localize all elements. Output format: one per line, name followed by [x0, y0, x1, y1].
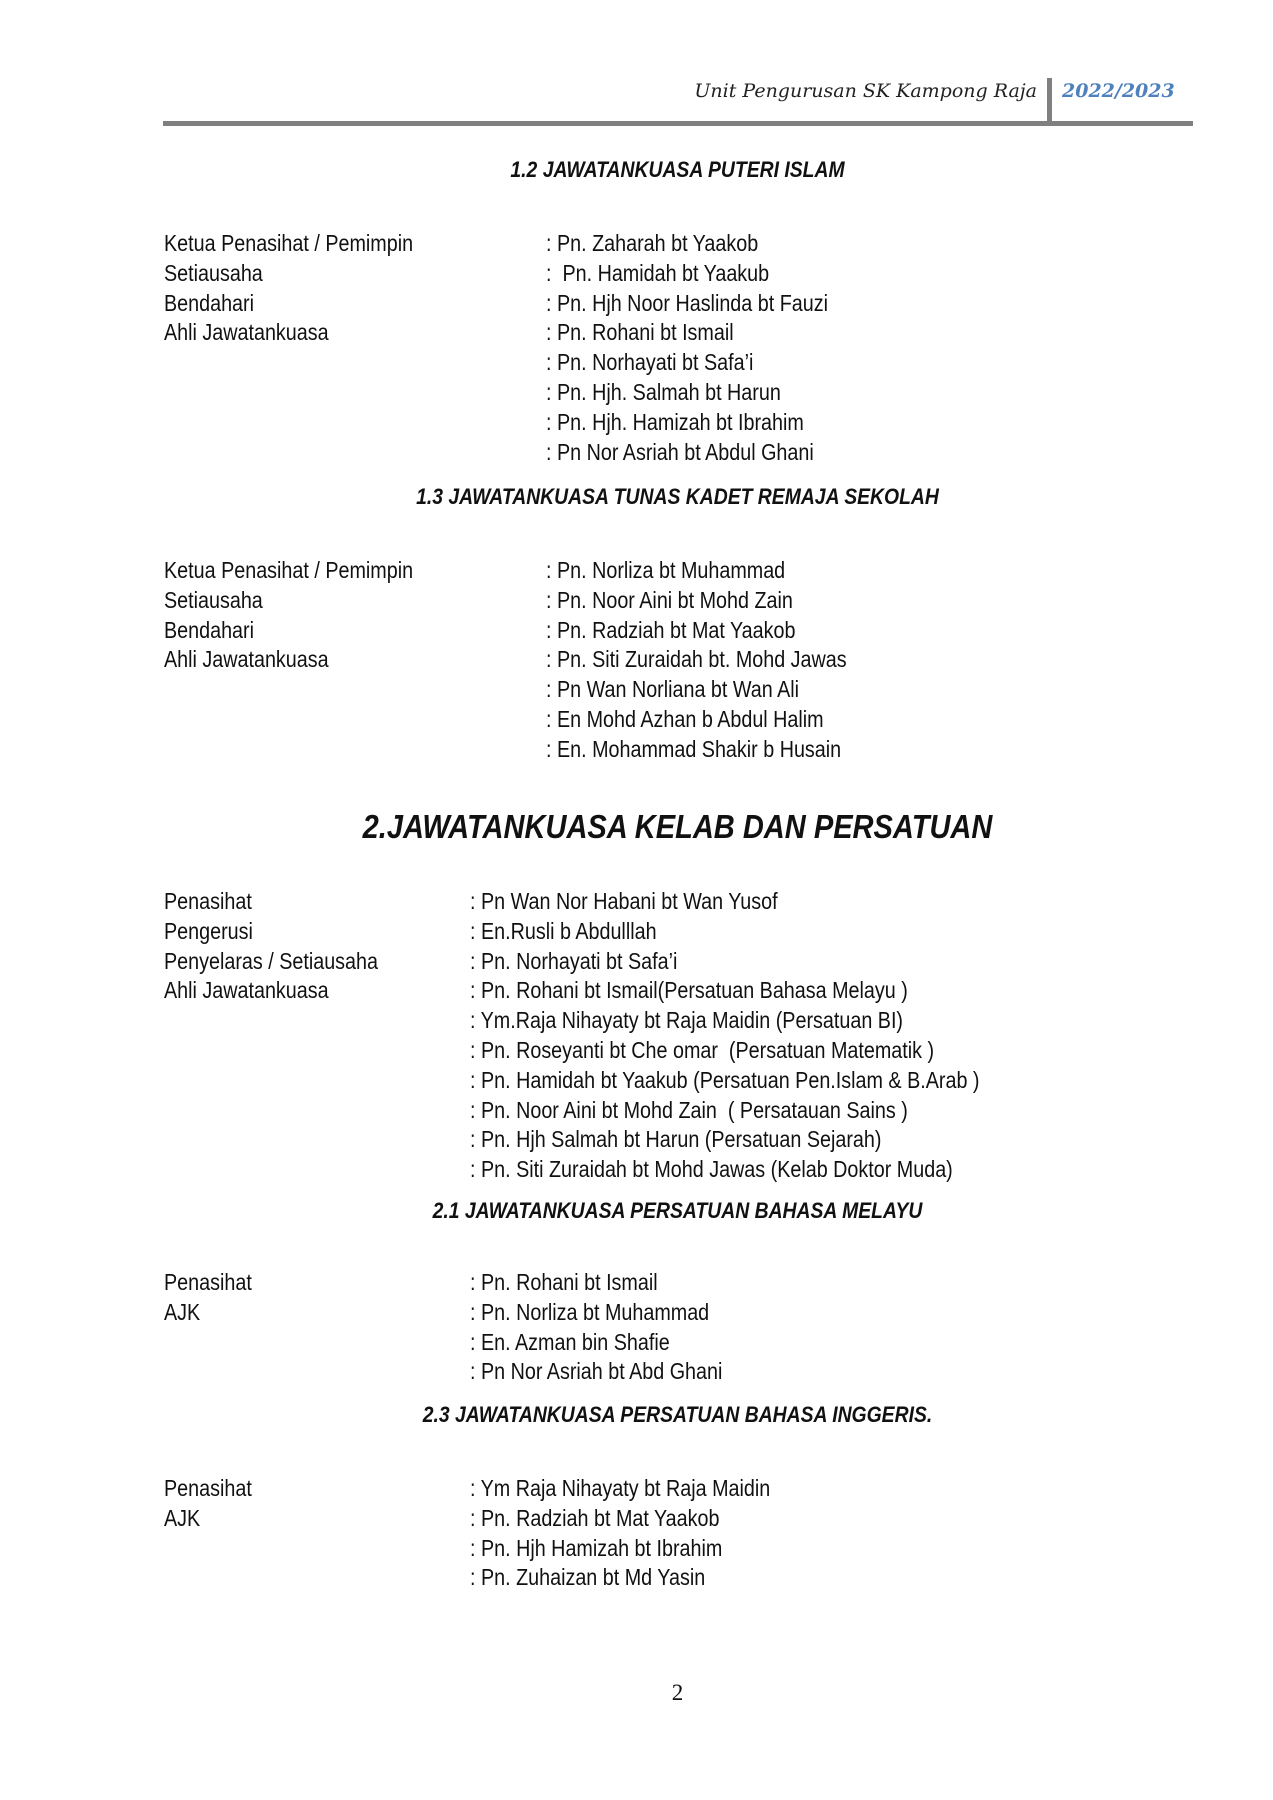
- header-year: 2022/2023: [1062, 80, 1175, 102]
- member-name: : Pn. Zaharah bt Yaakob: [546, 230, 759, 256]
- member-name: : Pn. Hjh. Salmah bt Harun: [546, 378, 781, 405]
- member-name: : Pn. Hamidah bt Yaakub: [546, 259, 770, 286]
- member-name: : En Mohd Azhan b Abdul Halim: [546, 705, 824, 732]
- member-name: : Pn Wan Norliana bt Wan Ali: [546, 676, 800, 703]
- role-label: Setiausaha: [164, 586, 263, 613]
- role-label: Ahli Jawatankuasa: [164, 646, 329, 673]
- member-name: : Pn. Siti Zuraidah bt Mohd Jawas (Kelab Doktor Muda): [470, 1156, 953, 1183]
- role-label: Bendahari: [164, 616, 254, 643]
- member-name: : Pn Nor Asriah bt Abd Ghani: [470, 1358, 723, 1385]
- member-name: : En. Mohammad Shakir b Husain: [546, 735, 842, 762]
- role-label: Penasihat: [164, 1269, 252, 1295]
- member-name: : Pn. Noor Aini bt Mohd Zain ( Persatauan Sains ): [470, 1096, 908, 1123]
- role-label: Setiausaha: [164, 259, 263, 286]
- member-name: : Pn. Hamidah bt Yaakub (Persatuan Pen.Islam & B.Arab ): [470, 1066, 980, 1093]
- page-number: 2: [671, 1680, 684, 1705]
- role-label: AJK: [164, 1298, 201, 1325]
- header-title: Unit Pengurusan SK Kampong Raja: [694, 80, 1037, 102]
- member-name: : Pn. Siti Zuraidah bt. Mohd Jawas: [546, 646, 847, 673]
- member-name: : Pn. Rohani bt Ismail(Persatuan Bahasa Melayu ): [470, 977, 908, 1004]
- role-label: Pengerusi: [164, 917, 253, 944]
- member-name: : Pn. Norliza bt Muhammad: [546, 557, 786, 583]
- member-name: : Pn Wan Nor Habani bt Wan Yusof: [470, 888, 778, 914]
- member-name: : Pn. Norliza bt Muhammad: [470, 1298, 710, 1325]
- member-name: : En.Rusli b Abdulllah: [470, 917, 657, 944]
- section-heading: 2.JAWATANKUASA KELAB DAN PERSATUAN: [362, 808, 993, 845]
- role-label: Ahli Jawatankuasa: [164, 319, 329, 346]
- role-label: Ketua Penasihat / Pemimpin: [164, 230, 414, 256]
- role-label: Ahli Jawatankuasa: [164, 977, 329, 1004]
- member-name: : Ym Raja Nihayaty bt Raja Maidin: [470, 1475, 771, 1501]
- section-heading: 1.3 JAWATANKUASA TUNAS KADET REMAJA SEKOLAH: [416, 484, 939, 509]
- role-label: Ketua Penasihat / Pemimpin: [164, 557, 414, 583]
- section-heading: 2.1 JAWATANKUASA PERSATUAN BAHASA MELAYU: [432, 1198, 923, 1223]
- member-name: : Ym.Raja Nihayaty bt Raja Maidin (Persatuan BI): [470, 1007, 904, 1034]
- member-name: : Pn. Radziah bt Mat Yaakob: [546, 616, 796, 643]
- member-name: : Pn. Norhayati bt Safa’i: [470, 947, 678, 974]
- member-name: : Pn. Roseyanti bt Che omar (Persatuan Matematik ): [470, 1036, 935, 1063]
- member-name: : Pn. Radziah bt Mat Yaakob: [470, 1504, 720, 1531]
- role-label: Penasihat: [164, 1475, 252, 1501]
- header-rule: [163, 121, 1193, 126]
- member-name: : En. Azman bin Shafie: [470, 1328, 670, 1355]
- role-label: Bendahari: [164, 289, 254, 316]
- member-name: : Pn. Rohani bt Ismail: [546, 319, 734, 346]
- member-name: : Pn. Hjh. Hamizah bt Ibrahim: [546, 408, 804, 435]
- member-name: : Pn. Norhayati bt Safa’i: [546, 349, 754, 376]
- member-name: : Pn. Zuhaizan bt Md Yasin: [470, 1564, 706, 1591]
- member-name: : Pn. Noor Aini bt Mohd Zain: [546, 586, 793, 613]
- member-name: : Pn. Hjh Salmah bt Harun (Persatuan Sejarah): [470, 1126, 882, 1153]
- member-name: : Pn. Hjh Hamizah bt Ibrahim: [470, 1534, 723, 1561]
- header-divider: [1047, 78, 1052, 124]
- section-heading: 2.3 JAWATANKUASA PERSATUAN BAHASA INGGERIS.: [422, 1402, 933, 1427]
- role-label: Penasihat: [164, 888, 252, 914]
- role-label: AJK: [164, 1504, 201, 1531]
- section-heading: 1.2 JAWATANKUASA PUTERI ISLAM: [510, 157, 845, 182]
- member-name: : Pn Nor Asriah bt Abdul Ghani: [546, 438, 814, 465]
- role-label: Penyelaras / Setiausaha: [164, 947, 378, 974]
- member-name: : Pn. Rohani bt Ismail: [470, 1269, 658, 1295]
- member-name: : Pn. Hjh Noor Haslinda bt Fauzi: [546, 289, 828, 316]
